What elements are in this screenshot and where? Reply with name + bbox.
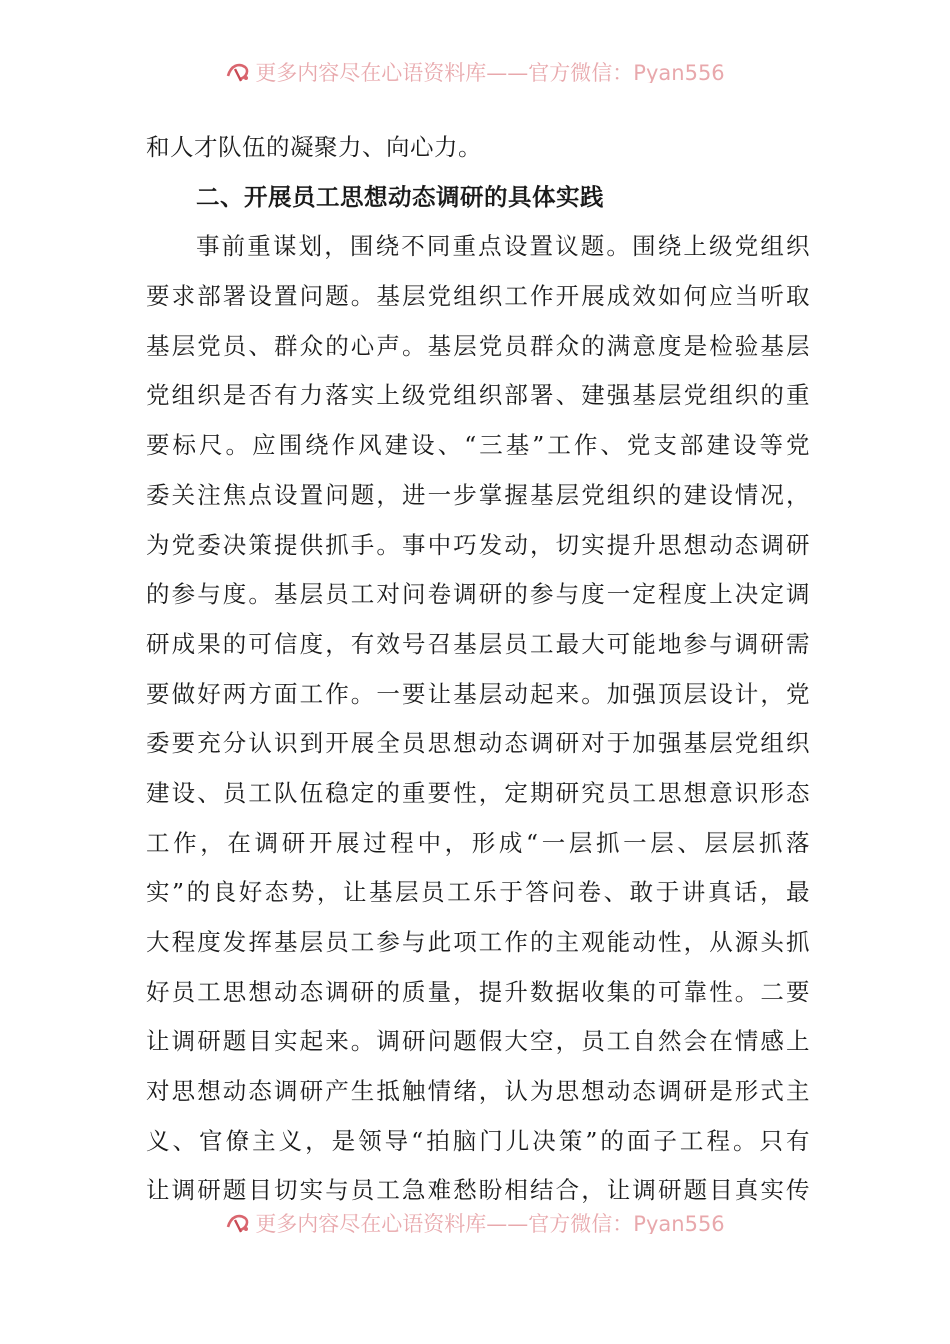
watermark-text: 更多内容尽在心语资料库——官方微信：Pyan556 (255, 1212, 725, 1234)
paragraph-line: 基层党员、群众的心声。基层党员群众的满意度是检验基层 (146, 331, 810, 360)
paragraph-line: 让调研题目切实与员工急难愁盼相结合，让调研题目真实传 (146, 1176, 810, 1205)
paragraph-line: 工作，在调研开展过程中，形成“一层抓一层、层层抓落 (146, 828, 810, 857)
paragraph-line: 对思想动态调研产生抵触情绪，认为思想动态调研是形式主 (146, 1077, 810, 1106)
paragraph-line: 委要充分认识到开展全员思想动态调研对于加强基层党组织 (146, 729, 810, 758)
paragraph-line: 委关注焦点设置问题，进一步掌握基层党组织的建设情况， (146, 480, 810, 509)
document-body (146, 123, 810, 1216)
paragraph-line: 好员工思想动态调研的质量，提升数据收集的可靠性。二要 (146, 977, 810, 1006)
paragraph-line: 大程度发挥基层员工参与此项工作的主观能动性，从源头抓 (146, 928, 810, 956)
paragraph-line: 和人才队伍的凝聚力、向心力。 (146, 133, 482, 161)
watermark-top (0, 57, 950, 83)
paragraph-line: 研成果的可信度，有效号召基层员工最大可能地参与调研需 (146, 629, 810, 658)
paragraph-line: 的参与度。基层员工对问卷调研的参与度一定程度上决定调 (146, 580, 810, 609)
watermark-bottom (0, 1208, 950, 1234)
paragraph-line: 让调研题目实起来。调研问题假大空，员工自然会在情感上 (146, 1027, 810, 1056)
section-heading: 二、开展员工思想动态调研的具体实践 (196, 182, 604, 211)
paragraph-line: 要求部署设置问题。基层党组织工作开展成效如何应当听取 (146, 282, 810, 311)
watermark-text: 更多内容尽在心语资料库——官方微信：Pyan556 (255, 61, 725, 83)
paragraph-line: 义、官僚主义，是领导“拍脑门儿决策”的面子工程。只有 (146, 1126, 810, 1155)
logo-icon (225, 61, 251, 83)
paragraph-line: 事前重谋划，围绕不同重点设置议题。围绕上级党组织 (196, 232, 810, 261)
paragraph-line: 要做好两方面工作。一要让基层动起来。加强顶层设计，党 (146, 679, 810, 708)
logo-icon (225, 1212, 251, 1234)
paragraph-line: 党组织是否有力落实上级党组织部署、建强基层党组织的重 (146, 381, 810, 410)
paragraph-line: 建设、员工队伍稳定的重要性，定期研究员工思想意识形态 (146, 778, 810, 807)
paragraph-line: 要标尺。应围绕作风建设、“三基”工作、党支部建设等党 (146, 431, 810, 460)
paragraph-line: 为党委决策提供抓手。事中巧发动，切实提升思想动态调研 (146, 530, 810, 559)
paragraph-line: 实”的良好态势，让基层员工乐于答问卷、敢于讲真话，最 (146, 878, 810, 907)
